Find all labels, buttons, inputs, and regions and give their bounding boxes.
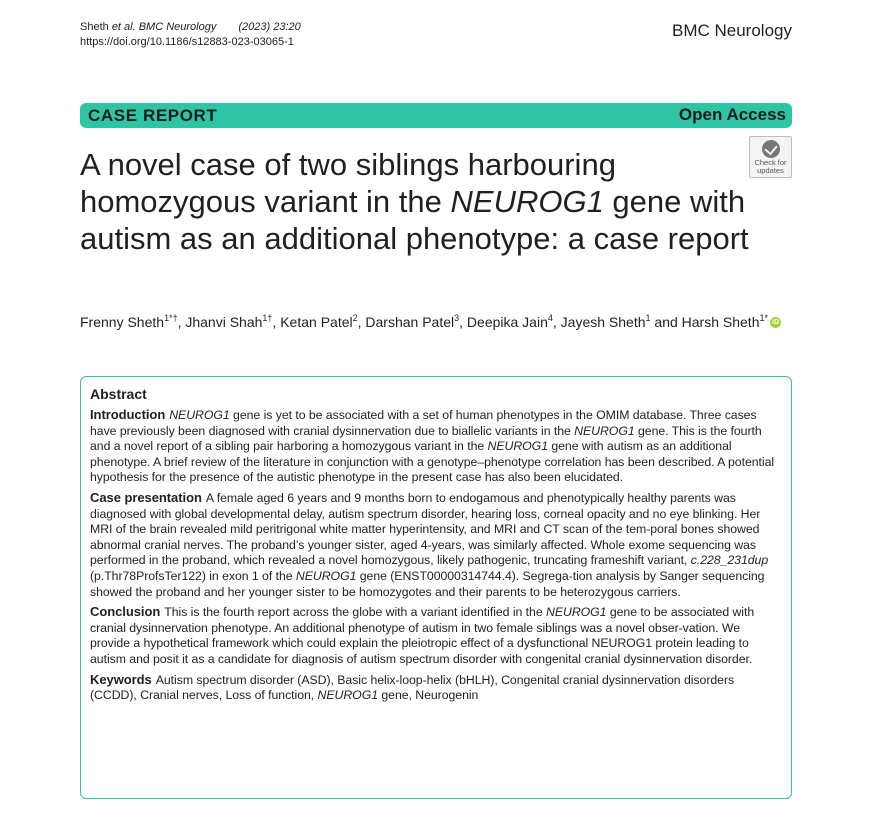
author-affiliation-marker: 1 bbox=[645, 313, 651, 323]
author-separator: , bbox=[272, 314, 281, 330]
citation-journal: et al. BMC Neurology bbox=[111, 21, 217, 33]
citation-year-volume: (2023) 23:20 bbox=[238, 21, 301, 33]
abstract-conclusion bbox=[90, 604, 783, 667]
open-access-label: Open Access bbox=[678, 105, 786, 124]
author-name[interactable]: Harsh Sheth bbox=[681, 314, 760, 330]
author-name[interactable]: Frenny Sheth bbox=[80, 314, 165, 330]
author-separator: , bbox=[552, 314, 561, 330]
section-label: Conclusion bbox=[90, 604, 161, 620]
section-label: Introduction bbox=[90, 407, 166, 422]
section-label: Case presentation bbox=[90, 489, 202, 505]
badge-label-line1: Check for bbox=[754, 158, 787, 167]
gene-name: NEUROG1 bbox=[317, 688, 378, 703]
abstract-box bbox=[80, 376, 792, 799]
running-header bbox=[80, 20, 301, 50]
author-name[interactable]: Deepika Jain bbox=[466, 314, 548, 330]
title-gene: NEUROG1 bbox=[450, 184, 604, 219]
keywords-text: Autism spectrum disorder (ASD), Basic helix-loop-helix (bHLH), Congenital cranial dysinnervation disorders (CCDD), Cranial nerves, Loss of function, bbox=[90, 672, 735, 703]
author-separator: , bbox=[177, 314, 186, 330]
article-type-label: CASE REPORT bbox=[88, 106, 218, 125]
citation-authors: Sheth bbox=[80, 21, 112, 33]
article-title bbox=[80, 146, 760, 257]
author-name[interactable]: Jhanvi Shah bbox=[185, 314, 263, 330]
author-name[interactable]: Ketan Patel bbox=[280, 314, 353, 330]
section-label: Keywords bbox=[90, 671, 152, 687]
author-name[interactable]: Darshan Patel bbox=[365, 314, 455, 330]
author-list bbox=[80, 314, 781, 330]
author-separator: , bbox=[459, 314, 467, 330]
abstract-keywords bbox=[90, 672, 783, 704]
abstract-heading: Abstract bbox=[90, 386, 147, 402]
title-part1: A novel case of two siblings harbouring homozygous variant in the bbox=[80, 147, 616, 219]
abstract-case-presentation bbox=[90, 490, 783, 600]
author-affiliation-marker: 1*† bbox=[164, 313, 178, 323]
citation-line bbox=[80, 20, 301, 35]
orcid-icon[interactable]: iD bbox=[772, 319, 779, 326]
article-type-banner bbox=[80, 103, 792, 128]
check-for-updates-icon bbox=[762, 140, 780, 158]
author-affiliation-marker: 4 bbox=[547, 313, 553, 323]
abstract-text: gene with autism as an additional phenotype. A brief review of the literature in conjunction with a genotype–phenotype correlation has been described. A potential hypothesis for the presence of the autistic phenotype in the present case has also been elucidated. bbox=[90, 439, 775, 485]
abstract-introduction bbox=[90, 407, 783, 486]
keywords-text: gene, Neurogenin bbox=[378, 688, 479, 703]
abstract-text: (p.Thr78ProfsTer122) in exon 1 of the bbox=[90, 568, 296, 583]
variant-name: c.228_231dup bbox=[690, 553, 769, 568]
author-separator: , bbox=[357, 314, 366, 330]
abstract-text: A female aged 6 years and 9 months born to endogamous and phenotypically healthy parents was diagnosed with global developmental delay, autism spectrum disorder, hearing loss, corneal opacity and no eye blinking. Her MRI of the brain revealed mild peritrigonal white matter hyperintensity, and MRI and CT scan of the tem-poral bones showed abnormal cranial nerves. The proband’s younger sister, aged 4-years, was similarly affected. Whole exome sequencing was performed in the proband, which revealed a novel homozygous, likely pathogenic, truncating frameshift variant, bbox=[90, 490, 761, 568]
title-part2: gene with autism as an additional phenotype: a case report bbox=[80, 184, 749, 256]
author-name[interactable]: Jayesh Sheth bbox=[560, 314, 646, 330]
author-affiliation-marker: 2 bbox=[352, 313, 358, 323]
gene-name: NEUROG1 bbox=[546, 605, 607, 620]
author-separator: and bbox=[650, 314, 682, 330]
author-affiliation-marker: 3 bbox=[454, 313, 460, 323]
journal-name: BMC Neurology bbox=[672, 21, 792, 40]
gene-name: NEUROG1 bbox=[295, 568, 357, 583]
abstract-text: This is the fourth report across the globe with a variant identified in the bbox=[164, 605, 546, 620]
author-affiliation-marker: 1* bbox=[759, 313, 768, 323]
badge-label-line2: updates bbox=[757, 166, 784, 175]
gene-name: NEUROG1 bbox=[169, 408, 230, 422]
abstract-text: gene is yet to be associated with a set of human phenotypes in the OMIM database. Three cases have previously been diagnosed with cranial dysinnervation due to biallelic variants in the bbox=[90, 408, 757, 438]
doi-link[interactable]: https://doi.org/10.1186/s12883-023-03065-1 bbox=[80, 36, 294, 48]
gene-name: NEUROG1 bbox=[487, 439, 548, 454]
gene-name: NEUROG1 bbox=[574, 423, 635, 438]
abstract-text: gene (ENST00000314744.4). Segrega-tion analysis by Sanger sequencing showed the proband and her younger sister to be homozygotes and their parents to be heterozygous carriers. bbox=[90, 568, 765, 599]
abstract-text: gene to be associated with cranial dysinnervation phenotype. An additional phenotype of autism in two female siblings was a novel obser-vation. We provide a hypothetical framework which could explain the pleiotropic effect of a dysfunctional NEUROG1 protein leading to autism and posit it as a candidate for diagnosis of autism spectrum disorder with congenital cranial dysinnervation disorder. bbox=[90, 605, 755, 666]
abstract-text: gene. This is the fourth and a novel report of a sibling pair harboring a homozygous variant in the bbox=[90, 423, 762, 454]
author-affiliation-marker: 1† bbox=[262, 313, 273, 323]
